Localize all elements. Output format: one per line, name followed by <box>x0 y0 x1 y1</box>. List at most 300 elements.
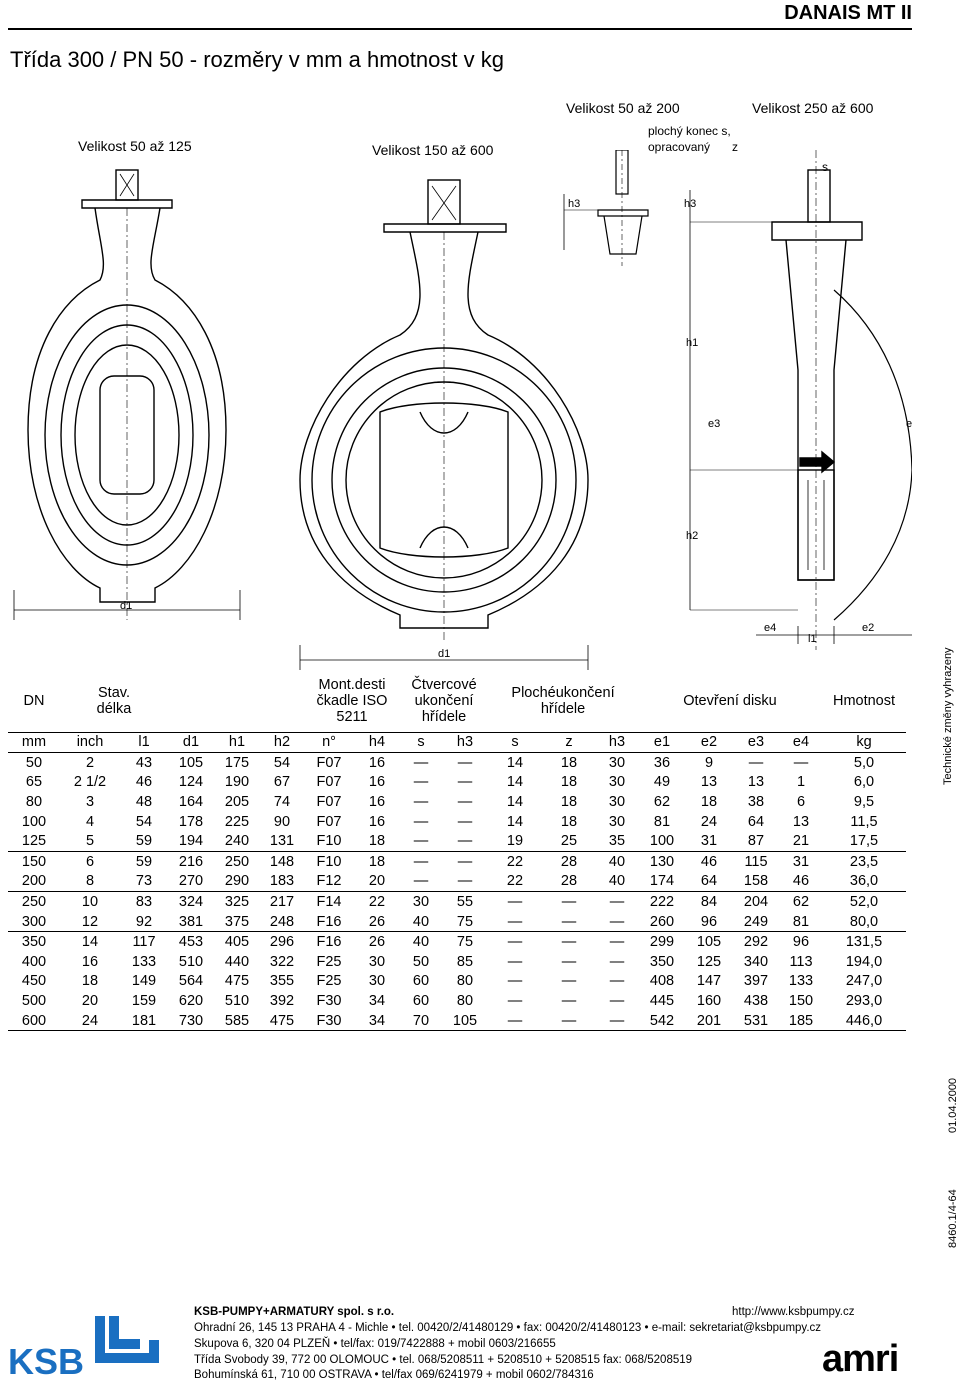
unit-cell: l1 <box>120 732 168 753</box>
valve-small <box>14 170 240 620</box>
table-cell: 30 <box>608 754 626 771</box>
size-label-50-200: Velikost 50 až 200 <box>566 100 680 116</box>
table-cell: 117 <box>132 934 156 951</box>
table-cell: — <box>507 973 523 990</box>
table-cell: 46 <box>780 872 822 892</box>
table-cell: 174 <box>638 872 686 892</box>
table-cell: 149 <box>131 973 157 990</box>
table-cell: — <box>507 953 523 970</box>
table-cell: 290 <box>214 872 260 892</box>
table-cell: 9,5 <box>853 794 875 811</box>
table-cell: 124 <box>178 774 204 791</box>
table-cell: 52,0 <box>849 894 879 911</box>
ksb-logo <box>4 1310 164 1378</box>
table-cell: 600 <box>8 1011 60 1031</box>
table-cell: 54 <box>273 754 291 771</box>
table-cell: 64 <box>747 813 765 830</box>
table-cell: 181 <box>120 1011 168 1031</box>
table-cell: 375 <box>214 912 260 932</box>
dim-h2: h2 <box>686 530 699 542</box>
table-cell: 64 <box>686 872 732 892</box>
dim-d1-center: d1 <box>438 648 451 660</box>
table-cell: F07 <box>316 794 342 811</box>
table-cell: 542 <box>638 1011 686 1031</box>
table-cell: 324 <box>178 894 204 911</box>
table-cell: 48 <box>135 794 153 811</box>
table-row <box>8 852 906 872</box>
table-cell: F12 <box>304 872 354 892</box>
table-cell: — <box>561 934 577 951</box>
unit-cell: s <box>488 732 542 753</box>
head-empty <box>168 670 304 732</box>
table-cell: 292 <box>743 934 769 951</box>
table-cell: 564 <box>178 973 204 990</box>
table-cell: 125 <box>8 831 60 851</box>
head-stav-1: Stav. <box>98 684 130 701</box>
table-cell: 500 <box>21 993 47 1010</box>
flat-end-label: plochý konec s, <box>648 124 731 138</box>
table-cell: 5 <box>60 831 120 851</box>
table-cell: 2 1/2 <box>73 774 107 791</box>
table-cell: — <box>561 894 577 911</box>
table-cell: 21 <box>780 831 822 851</box>
unit-cell: e3 <box>732 732 780 753</box>
table-cell: 445 <box>649 993 675 1010</box>
head-ploche-1: Plochéukončení <box>511 684 615 701</box>
table-row <box>8 831 906 851</box>
table-cell: — <box>609 973 625 990</box>
head-hmotnost: Hmotnost <box>832 692 896 709</box>
table-cell: 23,5 <box>849 853 879 870</box>
dimensions-table <box>8 670 906 1031</box>
table-cell: 80,0 <box>822 912 906 932</box>
table-cell: 510 <box>178 953 204 970</box>
size-label-250-600: Velikost 250 až 600 <box>752 100 874 116</box>
table-cell: 30 <box>368 973 386 990</box>
table-cell: 200 <box>8 872 60 892</box>
table-cell: 249 <box>732 912 780 932</box>
table-cell: 133 <box>131 953 157 970</box>
head-mont <box>304 670 400 732</box>
table-cell: — <box>400 831 442 851</box>
table-cell: 340 <box>743 953 769 970</box>
address-ostrava: Bohumínská 61, 710 00 OSTRAVA • tel/fax 069/6241979 + mobil 0602/784316 <box>194 1369 594 1381</box>
dim-e4: e4 <box>764 622 777 634</box>
table-cell: 67 <box>273 774 291 791</box>
table-cell: — <box>413 774 429 791</box>
table-cell: 40 <box>596 872 638 892</box>
unit-cell: s <box>400 732 442 753</box>
table-cell: 18 <box>81 973 99 990</box>
table-cell: 28 <box>560 853 578 870</box>
table-cell: 158 <box>732 872 780 892</box>
table-cell: 248 <box>260 912 304 932</box>
table-row <box>8 812 906 832</box>
table-cell: 6 <box>85 853 95 870</box>
table-cell: 22 <box>368 894 386 911</box>
table-cell: 38 <box>747 794 765 811</box>
table-cell: 60 <box>412 993 430 1010</box>
head-ctver <box>400 670 488 732</box>
head-ploche-2: hřídele <box>540 700 586 717</box>
table-cell: 96 <box>686 912 732 932</box>
table-cell: — <box>488 1011 542 1031</box>
table-cell: — <box>596 912 638 932</box>
table-cell: 620 <box>178 993 204 1010</box>
table-cell: 175 <box>224 754 250 771</box>
table-cell: 293,0 <box>845 993 883 1010</box>
brand-title: DANAIS MT II <box>784 2 912 24</box>
table-cell: F16 <box>304 912 354 932</box>
table-cell: — <box>457 794 473 811</box>
table-cell: 24 <box>60 1011 120 1031</box>
unit-cell: e1 <box>638 732 686 753</box>
table-cell: 730 <box>168 1011 214 1031</box>
address-praha: Ohradní 26, 145 13 PRAHA 4 - Michle • tel. 00420/2/41480129 • fax: 00420/2/41480123 • e-mail: sekretariat@ksbpumpy.cz <box>194 1322 822 1334</box>
table-cell: 14 <box>506 774 524 791</box>
table-cell: 25 <box>542 831 596 851</box>
table-cell: F30 <box>316 993 342 1010</box>
table-cell: 150 <box>21 853 47 870</box>
table-cell: 31 <box>792 853 810 870</box>
table-row <box>8 792 906 812</box>
table-cell: 159 <box>131 993 157 1010</box>
table-cell: — <box>561 973 577 990</box>
head-stav-2: délka <box>96 700 132 717</box>
table-cell: 60 <box>412 973 430 990</box>
table-cell: 19 <box>488 831 542 851</box>
table-cell: 3 <box>85 794 95 811</box>
table-cell: 400 <box>21 953 47 970</box>
table-cell: 30 <box>368 953 386 970</box>
table-cell: 73 <box>120 872 168 892</box>
dim-h3-b: h3 <box>684 198 697 210</box>
table-cell: — <box>413 853 429 870</box>
dim-e2: e2 <box>862 622 875 634</box>
table-cell: 62 <box>792 894 810 911</box>
unit-cell: h4 <box>354 732 400 753</box>
table-cell: 85 <box>456 953 474 970</box>
table-cell: — <box>457 853 473 870</box>
table-cell: 185 <box>780 1011 822 1031</box>
table-cell: 70 <box>400 1011 442 1031</box>
table-cell: 65 <box>25 774 43 791</box>
table-cell: — <box>442 831 488 851</box>
unit-row <box>8 732 906 753</box>
table-cell: 16 <box>368 813 386 830</box>
table-cell: 40 <box>412 934 430 951</box>
dim-s-label: s <box>822 160 828 174</box>
table-cell: 80 <box>456 973 474 990</box>
table-cell: 164 <box>178 794 204 811</box>
table-cell: 105 <box>696 934 722 951</box>
table-cell: 585 <box>214 1011 260 1031</box>
table-cell: 14 <box>81 934 99 951</box>
table-cell: — <box>793 754 809 771</box>
table-cell: 90 <box>273 813 291 830</box>
table-cell: 40 <box>608 853 626 870</box>
table-cell: 240 <box>214 831 260 851</box>
dim-e1-cut: e <box>906 418 913 430</box>
unit-cell: mm <box>8 732 60 753</box>
table-cell: 87 <box>732 831 780 851</box>
table-cell: 392 <box>269 993 295 1010</box>
head-mont-2: čkadle ISO <box>316 692 388 709</box>
table-cell: — <box>596 1011 638 1031</box>
table-cell: 14 <box>506 754 524 771</box>
table-row <box>8 991 906 1011</box>
valve-drawing <box>0 150 912 670</box>
table-cell: 46 <box>700 853 718 870</box>
table-cell: 5,0 <box>853 754 875 771</box>
table-cell: 381 <box>168 912 214 932</box>
head-otevreni: Otevření disku <box>683 692 777 709</box>
table-cell: 13 <box>700 774 718 791</box>
table-cell: — <box>442 872 488 892</box>
table-cell: 16 <box>368 794 386 811</box>
table-cell: 446,0 <box>822 1011 906 1031</box>
table-cell: 225 <box>224 813 250 830</box>
table-cell: 18 <box>560 754 578 771</box>
table-cell: 18 <box>354 831 400 851</box>
head-mont-1: Mont.desti <box>318 676 386 693</box>
table-cell: — <box>400 872 442 892</box>
table-cell: 30 <box>608 774 626 791</box>
unit-cell: h3 <box>596 732 638 753</box>
table-cell: 475 <box>260 1011 304 1031</box>
table-cell: 148 <box>269 853 295 870</box>
table-cell: 270 <box>168 872 214 892</box>
table-cell: 194,0 <box>845 953 883 970</box>
table-cell: 62 <box>653 794 671 811</box>
size-label-150-600: Velikost 150 až 600 <box>372 142 494 158</box>
table-cell: F10 <box>304 831 354 851</box>
head-ploche <box>488 670 638 732</box>
table-cell: 217 <box>269 894 295 911</box>
table-cell: 350 <box>649 953 675 970</box>
table-cell: 30 <box>608 794 626 811</box>
table-cell: 100 <box>638 831 686 851</box>
table-cell: 50 <box>25 754 43 771</box>
table-cell: 9 <box>704 754 714 771</box>
table-cell: 14 <box>506 794 524 811</box>
company-web[interactable]: http://www.ksbpumpy.cz <box>732 1306 855 1318</box>
table-cell: 36 <box>653 754 671 771</box>
table-cell: 1 <box>796 774 806 791</box>
table-cell: 80 <box>456 993 474 1010</box>
table-cell: 8 <box>60 872 120 892</box>
table-cell: 34 <box>354 1011 400 1031</box>
table-cell: F10 <box>316 853 342 870</box>
table-cell: 350 <box>21 934 47 951</box>
head-ctver-1: Čtvercové <box>411 676 477 693</box>
table-cell: 80 <box>25 794 43 811</box>
table-body <box>8 753 906 1031</box>
table-cell: 28 <box>542 872 596 892</box>
table-cell: — <box>609 953 625 970</box>
table-cell: 75 <box>442 912 488 932</box>
address-plzen: Skupova 6, 320 04 PLZEŇ • tel/fax: 019/7422888 + mobil 0603/216655 <box>194 1338 556 1350</box>
table-cell: — <box>488 912 542 932</box>
table-cell: 18 <box>560 774 578 791</box>
table-cell: 475 <box>224 973 250 990</box>
table-cell: 325 <box>224 894 250 911</box>
dim-e3: e3 <box>708 418 721 430</box>
table-cell: 16 <box>368 754 386 771</box>
table-cell: 247,0 <box>845 973 883 990</box>
table-cell: 35 <box>596 831 638 851</box>
table-cell: 105 <box>178 754 204 771</box>
table-cell: F07 <box>316 754 342 771</box>
table-row <box>8 1011 906 1031</box>
table-cell: 322 <box>269 953 295 970</box>
table-cell: 20 <box>354 872 400 892</box>
table-cell: — <box>457 813 473 830</box>
table-row <box>8 892 906 912</box>
table-cell: 194 <box>168 831 214 851</box>
dim-h1: h1 <box>686 337 699 349</box>
table-cell: 201 <box>686 1011 732 1031</box>
table-cell: — <box>561 993 577 1010</box>
table-cell: 74 <box>273 794 291 811</box>
table-cell: 20 <box>81 993 99 1010</box>
table-row <box>8 972 906 992</box>
table-cell: F14 <box>316 894 342 911</box>
table-cell: 50 <box>412 953 430 970</box>
head-dn: DN <box>23 692 45 709</box>
table-cell: 296 <box>269 934 295 951</box>
table-cell: — <box>542 912 596 932</box>
table-cell: 510 <box>224 993 250 1010</box>
table-cell: 59 <box>135 853 153 870</box>
table-cell: 453 <box>178 934 204 951</box>
table-cell: 133 <box>788 973 814 990</box>
size-label-50-125: Velikost 50 až 125 <box>78 138 192 154</box>
table-row <box>8 773 906 793</box>
table-row <box>8 952 906 972</box>
table-cell: 355 <box>269 973 295 990</box>
table-cell: — <box>457 754 473 771</box>
table-cell: 18 <box>700 794 718 811</box>
header-rule <box>8 28 912 30</box>
table-cell: 250 <box>21 894 47 911</box>
table-cell: 11,5 <box>850 813 878 830</box>
valve-large <box>300 180 588 670</box>
table-cell: 405 <box>224 934 250 951</box>
table-cell: — <box>507 993 523 1010</box>
table-cell: 397 <box>743 973 769 990</box>
table-cell: 22 <box>506 853 524 870</box>
table-cell: 150 <box>788 993 814 1010</box>
table-cell: 216 <box>178 853 204 870</box>
table-cell: 49 <box>653 774 671 791</box>
dim-h3-a: h3 <box>568 198 581 210</box>
table-cell: 16 <box>81 953 99 970</box>
table-cell: 30 <box>608 813 626 830</box>
table-cell: 190 <box>224 774 250 791</box>
table-cell: F30 <box>304 1011 354 1031</box>
table-row <box>8 872 906 892</box>
table-cell: 75 <box>456 934 474 951</box>
page-title: Třída 300 / PN 50 - rozměry v mm a hmotnost v kg <box>10 47 504 72</box>
table-row <box>8 753 906 773</box>
dim-d1-left: d1 <box>120 600 133 612</box>
unit-cell: z <box>542 732 596 753</box>
unit-cell: n° <box>304 732 354 753</box>
table-cell: 81 <box>653 813 671 830</box>
table-cell: 260 <box>638 912 686 932</box>
table-cell: 222 <box>649 894 675 911</box>
side-view <box>690 150 912 650</box>
table-cell: 531 <box>732 1011 780 1031</box>
table-cell: 84 <box>700 894 718 911</box>
table-cell: — <box>507 934 523 951</box>
table-cell: — <box>748 754 764 771</box>
table-cell: — <box>507 894 523 911</box>
table-cell: 46 <box>135 774 153 791</box>
table-cell: 31 <box>686 831 732 851</box>
table-cell: 26 <box>354 912 400 932</box>
table-cell: F07 <box>316 813 342 830</box>
table-cell: 36,0 <box>822 872 906 892</box>
table-cell: 14 <box>506 813 524 830</box>
table-cell: 26 <box>368 934 386 951</box>
amri-logo: amri <box>822 1338 899 1380</box>
table-cell: 299 <box>649 934 675 951</box>
unit-cell: h3 <box>442 732 488 753</box>
table-cell: 18 <box>368 853 386 870</box>
table-cell: 100 <box>21 813 47 830</box>
ksb-logo-text: KSB <box>8 1341 85 1378</box>
table-cell: 115 <box>744 853 768 870</box>
changes-note: Technické změny vyhrazeny <box>942 647 954 785</box>
table-cell: — <box>457 774 473 791</box>
table-cell: 16 <box>368 774 386 791</box>
head-ctver-2: ukončení <box>414 692 474 709</box>
table-cell: 300 <box>8 912 60 932</box>
table-cell: — <box>561 953 577 970</box>
table-cell: 43 <box>135 754 153 771</box>
table-cell: 18 <box>560 794 578 811</box>
table-cell: 125 <box>696 953 722 970</box>
table-cell: 40 <box>400 912 442 932</box>
company-name: KSB-PUMPY+ARMATURY spol. s r.o. <box>194 1306 395 1318</box>
doc-number: 8460.1/4-64 <box>947 1189 959 1248</box>
table-cell: 83 <box>135 894 153 911</box>
table-cell: 6 <box>796 794 806 811</box>
unit-cell: h2 <box>260 732 304 753</box>
table-cell: 113 <box>789 953 813 970</box>
table-cell: 4 <box>85 813 95 830</box>
head-stav-delka <box>60 670 168 732</box>
head-mont-3: 5211 <box>336 708 368 725</box>
table-cell: 13 <box>792 813 810 830</box>
table-cell: 160 <box>696 993 722 1010</box>
doc-date: 01.04.2000 <box>947 1077 959 1133</box>
table-cell: 183 <box>260 872 304 892</box>
table-cell: — <box>609 993 625 1010</box>
table-row <box>8 912 906 932</box>
table-cell: 408 <box>649 973 675 990</box>
table-cell: 10 <box>81 894 99 911</box>
table-cell: 147 <box>696 973 722 990</box>
table-cell: 440 <box>224 953 250 970</box>
table-cell: — <box>413 754 429 771</box>
machined-label: opracovaný <box>648 140 711 154</box>
unit-cell: e4 <box>780 732 822 753</box>
table-cell: — <box>413 813 429 830</box>
table-cell: 204 <box>743 894 769 911</box>
